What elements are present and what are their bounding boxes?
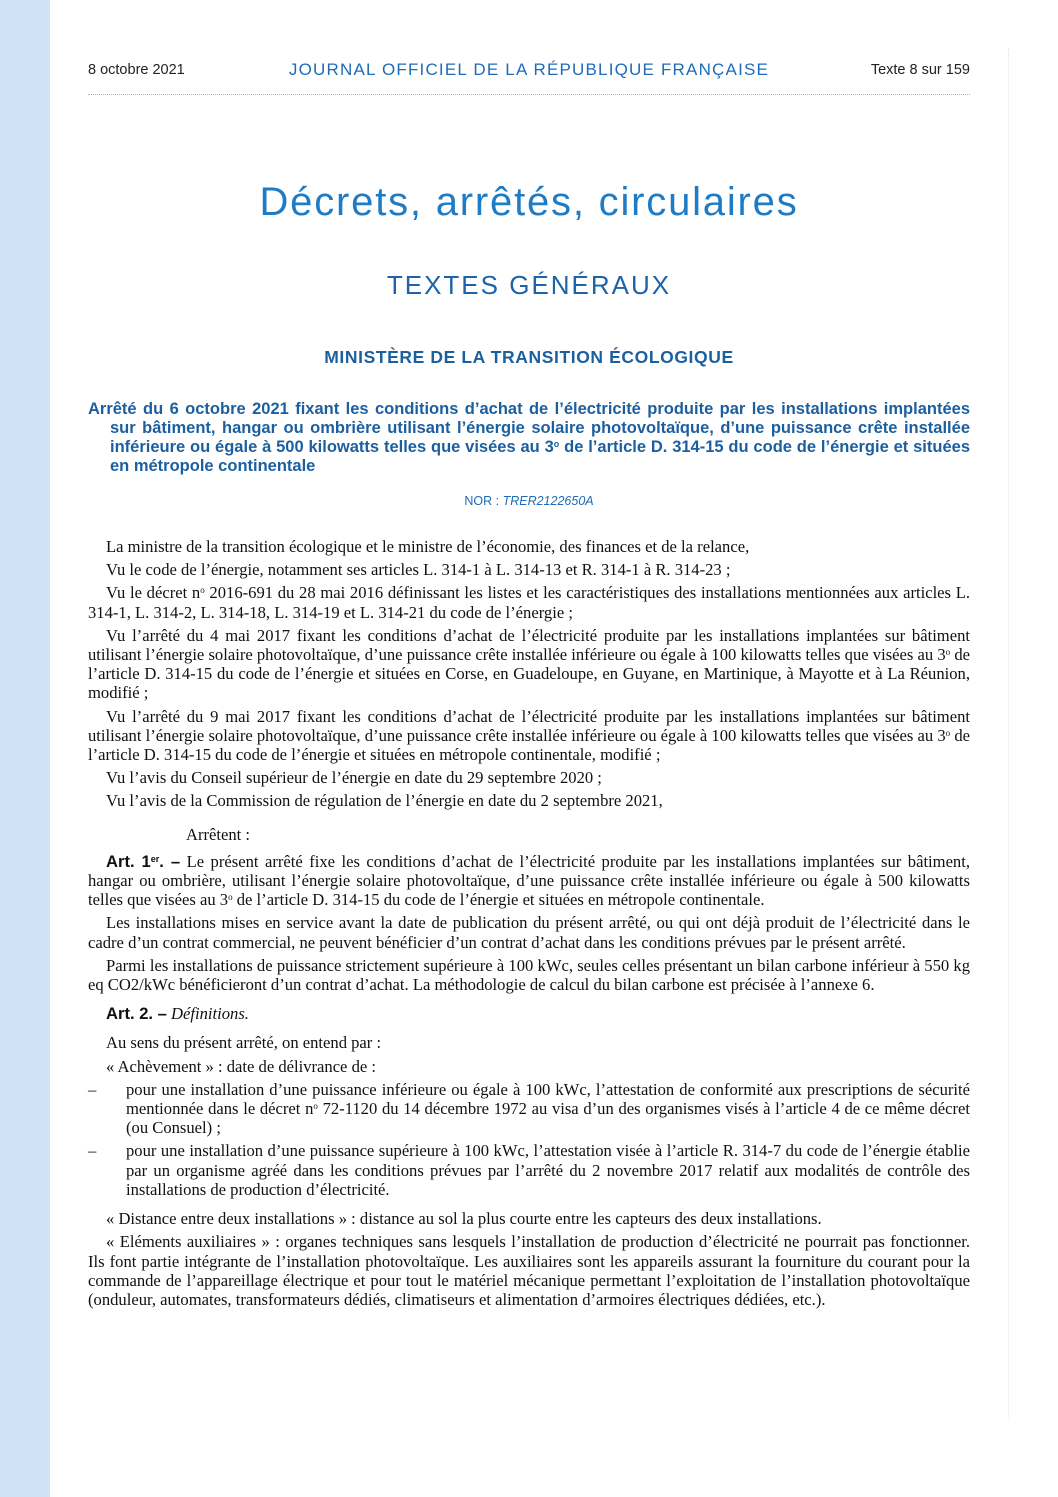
- section-title: Décrets, arrêtés, circulaires: [259, 180, 799, 224]
- vu2-sup: o: [200, 585, 205, 596]
- header-date: 8 octobre 2021: [88, 62, 185, 78]
- dash-marker: –: [88, 1079, 97, 1099]
- article-1-label-text: Art. 1: [106, 851, 151, 871]
- nor-label: NOR :: [464, 494, 503, 508]
- article-1-p1-sup: o: [228, 892, 233, 903]
- article-2-label: Art. 2. –: [106, 1004, 167, 1024]
- item-1-sup: o: [313, 1101, 318, 1112]
- page-header: [88, 62, 970, 86]
- item-1-text-a: pour une installation d’une puissance inférieure ou égale à 100 kWc, l’attestation de conformité aux prescriptions de sécurité mentionnée dans le décret n: [126, 1079, 970, 1119]
- article-1-label-end: . –: [159, 851, 181, 871]
- preamble-vu-3: [88, 626, 970, 703]
- article-1-p1-text-b: de l’article D. 314-15 du code de l’énergie et situées en métropole continentale.: [232, 890, 765, 910]
- vu3-sup: o: [945, 647, 951, 658]
- article-1-paragraph-3: Parmi les installations de puissance strictement supérieure à 100 kWc, seules celles présentant un bilan carbone inférieur à 550 kg eq CO2/kWc bénéficieront d’un contrat d’achat. La méthodologie de calcul du bilan carbone est précisée à l’annexe 6.: [88, 955, 970, 995]
- dash-marker: –: [88, 1141, 97, 1161]
- header-page-indicator: Texte 8 sur 159: [870, 62, 970, 78]
- nor-code: TRER2122650A: [502, 494, 594, 508]
- vu4-text-a: Vu l’arrêté du 9 mai 2017 fixant les conditions d’achat de l’électricité produite par les installations implantées sur bâtiment utilisant l’énergie solaire photovoltaïque, d’une puissance crête installée inférieure ou égale à 100 kilowatts telles que visées au 3: [88, 706, 970, 745]
- arretent: Arrêtent :: [186, 824, 251, 844]
- vu3-text-b: de l’article D. 314-15 du code de l’énergie et situées en Corse, en Guadeloupe, en Guyane, en Martinique, à Mayotte et à La Réunion, modifié ;: [88, 645, 970, 703]
- item-2-text: pour une installation d’une puissance supérieure à 100 kWc, l’attestation visée à l’article R. 314-7 du code de l’énergie établie par un organisme agréé dans les conditions prévues par l’arrêté du 2 novembre 2017 relatif aux modalités de contrôle des installations de production d’électricité.: [126, 1141, 970, 1199]
- preamble-vu-5: Vu l’avis du Conseil supérieur de l’énergie en date du 29 septembre 2020 ;: [106, 768, 602, 788]
- preamble-vu-2: [88, 583, 970, 621]
- preamble-vu-1: Vu le code de l’énergie, notamment ses articles L. 314-1 à L. 314-13 et R. 314-1 à R. 314-23 ;: [106, 560, 731, 580]
- nor-reference: [88, 494, 970, 508]
- vu2-text-a: Vu le décret n: [106, 583, 201, 603]
- document-body: [88, 537, 970, 1313]
- article-1-label-sup: er: [150, 853, 160, 864]
- article-2-heading: [88, 1004, 970, 1023]
- vu4-sup: o: [945, 727, 951, 738]
- ministry-name: MINISTÈRE DE LA TRANSITION ÉCOLOGIQUE: [324, 347, 734, 367]
- header-divider: [88, 94, 970, 95]
- item-1-text-b: 72-1120 du 14 décembre 1972 au visa d’un des organismes visés à l’article 4 de ce même décret (ou Consuel) ;: [126, 1099, 970, 1138]
- article-2-intro: Au sens du présent arrêté, on entend par :: [106, 1033, 382, 1053]
- article-2-heading-text: Définitions.: [171, 1004, 249, 1024]
- decree-title-sup: o: [553, 439, 560, 449]
- vu2-text-b: 2016-691 du 28 mai 2016 définissant les listes et les caractéristiques des installations mentionnées aux articles L. 314-1, L. 314-2, L. 314-18, L. 314-19 et L. 314-21 du code de l’énergie ;: [88, 583, 971, 622]
- article-1-paragraph-1: [88, 852, 970, 910]
- vu4-text-b: de l’article D. 314-15 du code de l’énergie et situées en métropole continentale, modifié ;: [88, 725, 970, 765]
- decree-title-text-a: Arrêté du 6 octobre 2021 fixant les conditions d’achat de l’électricité produite par les installations implantées sur bâtiment, hangar ou ombrière utilisant l’énergie solaire photovoltaïque, d’une puissance crête installée inférieure ou égale à 500 kilowatts telles que visées au 3: [88, 400, 970, 456]
- definition-auxiliaires: « Eléments auxiliaires » : organes techniques sans lesquels l’installation de production d’électricité ne pourrait pas fonctionner. Ils font partie intégrante de l’installation photovoltaïque. Les auxiliaires sont les appareils assurant la fourniture du courant pour la commande de l’appareillage électrique et pour tout le matériel mécanique permettant l’exploitation de l’installation photovoltaïque (onduleur, automates, transformateurs dédiés, climatiseurs et alimentation d’armoires électriques dédiées, etc.).: [88, 1232, 970, 1309]
- article-1-p1-text-a: Le présent arrêté fixe les conditions d’achat de l’électricité produite par les installations implantées sur bâtiment, hangar ou ombrière, utilisant l’énergie solaire photovoltaïque, d’une puissance crête installée inférieure ou égale à 500 kilowatts telles que visées au 3: [88, 851, 970, 910]
- left-margin-band: [0, 0, 50, 1497]
- preamble-vu-4: [88, 707, 970, 765]
- vu3-text-a: Vu l’arrêté du 4 mai 2017 fixant les conditions d’achat de l’électricité produite par les installations implantées sur bâtiment utilisant l’énergie solaire photovoltaïque, d’une puissance crête installée inférieure ou égale à 100 kilowatts telles que visées au 3: [88, 625, 970, 665]
- preamble-vu-6: Vu l’avis de la Commission de régulation de l’énergie en date du 2 septembre 2021,: [106, 791, 663, 811]
- preamble-intro: La ministre de la transition écologique et le ministre de l’économie, des finances et de la relance,: [106, 537, 750, 556]
- header-journal-title: JOURNAL OFFICIEL DE LA RÉPUBLIQUE FRANÇAISE: [288, 60, 770, 79]
- article-1-label: [106, 852, 180, 871]
- subsection-title: TEXTES GÉNÉRAUX: [386, 270, 672, 300]
- list-item: [88, 1080, 970, 1138]
- definition-achevement: « Achèvement » : date de délivrance de :: [106, 1056, 376, 1076]
- article-1-paragraph-2: Les installations mises en service avant la date de publication du présent arrêté, ou qui ont déjà produit de l’électricité dans le cadre d’un contrat commercial, ne peuvent bénéficier d’un contrat d’achat dans les conditions prévues par le présent arrêté.: [88, 913, 970, 952]
- right-margin-rule: [1008, 48, 1009, 1418]
- list-item: [88, 1141, 970, 1199]
- decree-title-text-b: de l’article D. 314-15 du code de l’énergie et situées en métropole continentale: [110, 438, 970, 475]
- definition-distance: « Distance entre deux installations » : distance au sol la plus courte entre les capteurs des deux installations.: [106, 1209, 822, 1229]
- decree-title: [88, 400, 970, 476]
